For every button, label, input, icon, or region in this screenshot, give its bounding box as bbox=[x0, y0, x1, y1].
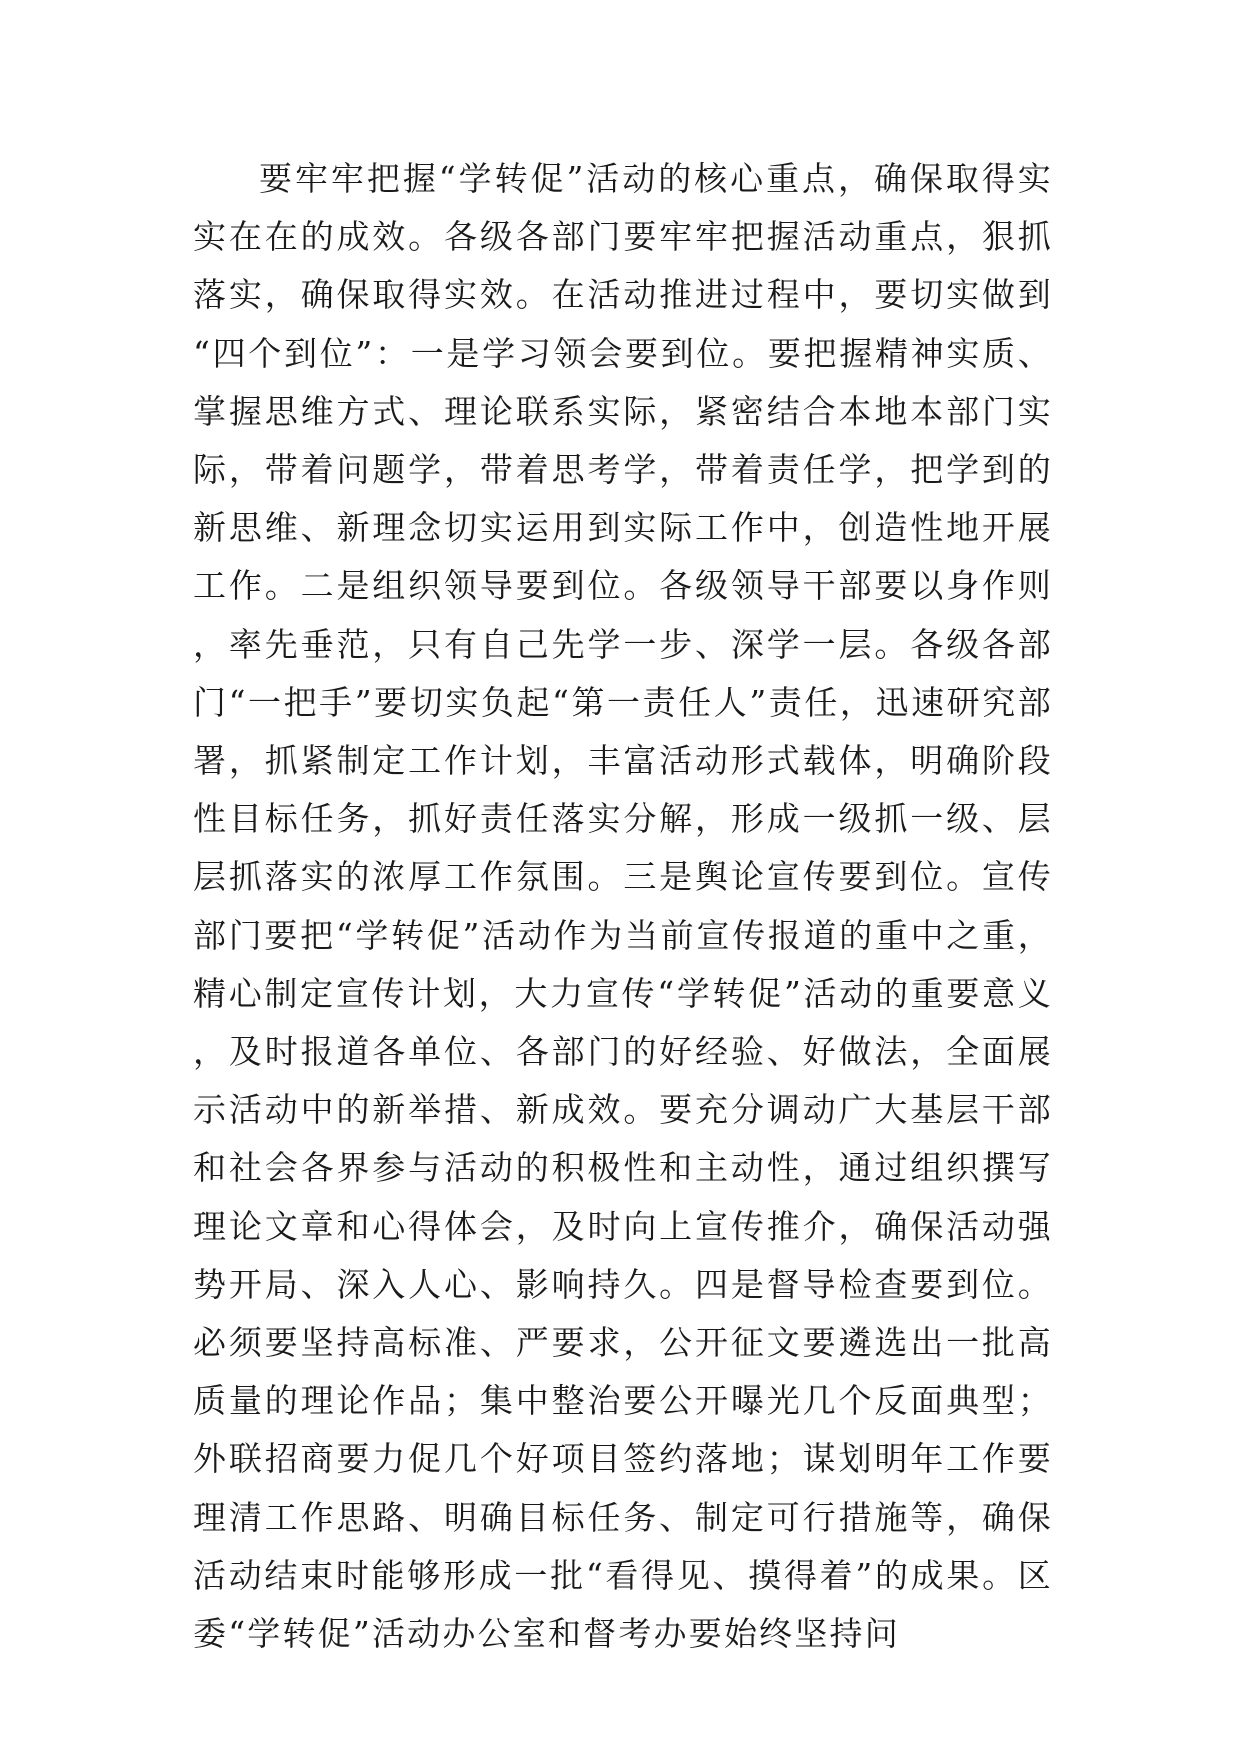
body-paragraph: 要牢牢把握“学转促”活动的核心重点，确保取得实实在在的成效。各级各部门要牢牢把握活动重点，狠抓落实，确保取得实效。在活动推进过程中，要切实做到“四个到位”：一是学习领会要到位。要把握精神实质、掌握思维方式、理论联系实际，紧密结合本地本部门实际，带着问题学，带着思考学，带着责任学，把学到的新思维、新理念切实运用到实际工作中，创造性地开展工作。二是组织领导要到位。各级领导干部要以身作则，率先垂范，只有自己先学一步、深学一层。各级各部门“一把手”要切实负起“第一责任人”责任，迅速研究部署，抓紧制定工作计划，丰富活动形式载体，明确阶段性目标任务，抓好责任落实分解，形成一级抓一级、层层抓落实的浓厚工作氛围。三是舆论宣传要到位。宣传部门要把“学转促”活动作为当前宣传报道的重中之重，精心制定宣传计划，大力宣传“学转促”活动的重要意义，及时报道各单位、各部门的好经验、好做法，全面展示活动中的新举措、新成效。要充分调动广大基层干部和社会各界参与活动的积极性和主动性，通过组织撰写理论文章和心得体会，及时向上宣传推介，确保活动强势开局、深入人心、影响持久。四是督导检查要到位。必须要坚持高标准、严要求，公开征文要遴选出一批高质量的理论作品；集中整治要公开曝光几个反面典型；外联招商要力促几个好项目签约落地；谋划明年工作要理清工作思路、明确目标任务、制定可行措施等，确保活动结束时能够形成一批“看得见、摸得着”的成果。区委“学转促”活动办公室和督考办要始终坚持问 bbox=[193, 159, 1053, 1654]
